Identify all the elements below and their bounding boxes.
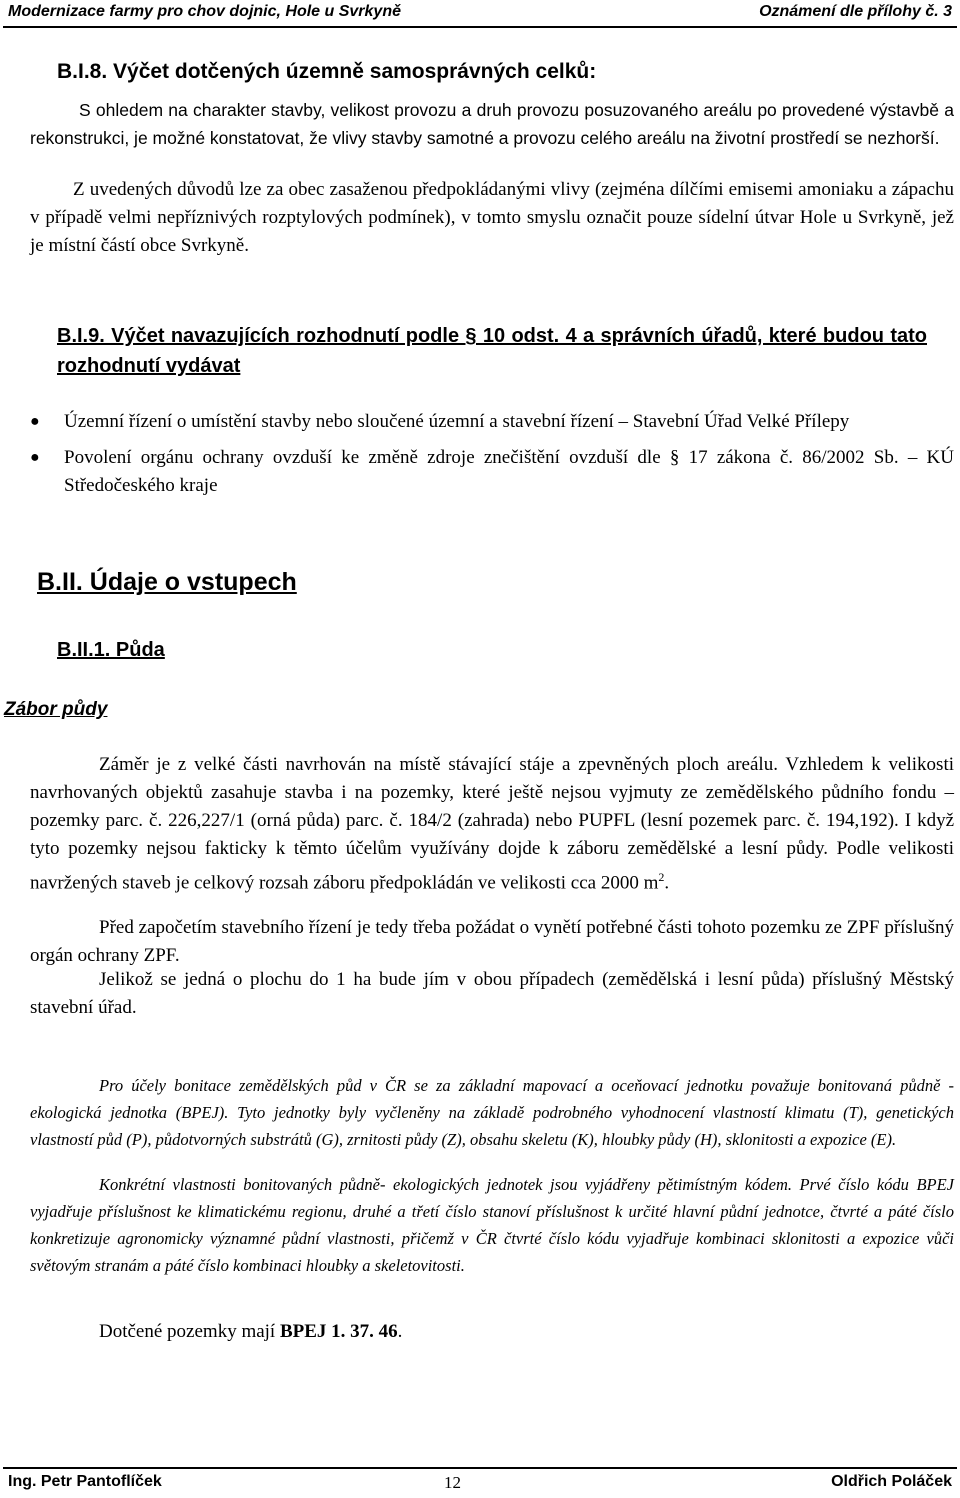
bullet-icon: ● [30, 413, 40, 430]
note-bpej-definition: Pro účely bonitace zemědělských půd v ČR se za základní mapovací a oceňovací jednotku považuje bonitovaná půdně - ekologická jednotka (BPEJ). Tyto jednotky byly vyčleněny na základě podrobného vyhodnocení vlastností klimatu (T), genetických vlastností půd (P), půdotvorných substrátů (G), zrnitosti půdy (Z), obsahu skeletu (K), hloubky půdy (H), sklonitosti a expozice (E). [30, 1076, 954, 1149]
list-item [30, 444, 954, 500]
header-annex-reference: Oznámení dle přílohy č. 3 [759, 3, 952, 20]
decision-list [30, 408, 954, 508]
list-item-text: Povolení orgánu ochrany ovzduší ke změně zdroje znečištění ovzduší dle § 17 zákona č. 86/2002 Sb. – KÚ Středočeského kraje [64, 447, 954, 496]
list-item-text: Územní řízení o umístění stavby nebo sloučené územní a stavební řízení – Stavební Úřad Velké Přílepy [64, 411, 850, 432]
label-land-take: Zábor půdy [4, 699, 108, 720]
footer-rule [3, 1467, 957, 1469]
page-number: 12 [444, 1473, 461, 1492]
paragraph-affected-municipality: Z uvedených důvodů lze za obec zasaženou předpokládanými vlivy (zejména dílčími emisemi amoniaku a zápachu v případě velmi nepříznivých rozptylových podmínek), v tomto smyslu označit pouze sídelní útvar Hole u Svrkyně, jež je místní částí obce Svrkyně. [30, 179, 954, 256]
bpej-value: BPEJ 1. 37. 46 [279, 1321, 398, 1342]
list-item [30, 408, 954, 436]
section-heading-b-i-9-text: B.I.9. Výčet navazujících rozhodnutí podle § 10 odst. 4 a správních úřadů, které budou tato rozhodnutí vydávat [57, 325, 927, 377]
paragraph-land-take [30, 751, 954, 897]
header-rule [3, 26, 957, 28]
note-bpej-code: Konkrétní vlastnosti bonitovaných půdně- ekologických jednotek jsou vyjádřeny pětimístným kódem. Prvé číslo kódu BPEJ vyjadřuje příslušnost ke klimatickému regionu, druhé a třetí číslo stanoví příslušnost k určité hlavní půdní jednotce, čtvrté a páté číslo konkretizuje agronomicky významné půdní vlastnosti, přičemž v ČR čtvrté číslo kódu vyjadřuje kombinaci sklonitosti a expozice vůči světovým stranám a páté číslo kombinaci hloubky a skeletovitosti. [30, 1175, 954, 1275]
paragraph-permit-request: Před započetím stavebního řízení je tedy třeba požádat o vynětí potřebné části tohoto pozemku ze ZPF příslušný orgán ochrany ZPF. [30, 917, 954, 966]
bpej-line [99, 1318, 402, 1346]
page-header [8, 3, 952, 25]
paragraph-land-take-end: . [664, 872, 670, 894]
footer-author: Ing. Petr Pantoflíček [8, 1473, 162, 1490]
header-document-title: Modernizace farmy pro chov dojnic, Hole u Svrkyně [8, 3, 401, 20]
section-heading-b-ii: B.II. Údaje o vstupech [37, 568, 297, 596]
footer-contact: Oldřich Poláček [831, 1473, 952, 1490]
paragraph-land-take-text: Záměr je z velké části navrhován na místě stávající stáje a zpevněných ploch areálu. Vzhledem k velikosti navrhovaných objektů zasahuje stavba i na pozemky, které ještě nejsou vyjmuty ze zemědělského půdního fondu – pozemky parc. č. 226,227/1 (orná půda) parc. č. 184/2 (zahrada) nebo PUPFL (lesní pozemek parc. č. 194,192). I když tyto pozemky nejsou fakticky k těmto účelům využívány dojde k záboru zemědělské a lesní půdy. Podle velikosti navržených staveb je celkový rozsah záboru předpokládán ve velikosti cca 2000 m [30, 754, 954, 894]
paragraph-impact-statement: S ohledem na charakter stavby, velikost provozu a druh provozu posuzovaného areálu po provedené výstavbě a rekonstrukci, je možné konstatovat, že vlivy stavby samotné a provozu celého areálu na životní prostředí se nezhorší. [30, 100, 954, 148]
bullet-icon: ● [30, 449, 40, 466]
bpej-end: . [397, 1321, 403, 1342]
section-heading-b-i-9 [57, 321, 927, 381]
bpej-label: Dotčené pozemky mají [99, 1321, 276, 1342]
superscript-square: 2 [658, 870, 665, 884]
section-heading-b-i-8: B.I.8. Výčet dotčených územně samosprávných celků: [57, 60, 597, 83]
subsection-heading-b-ii-1: B.II.1. Půda [57, 639, 165, 661]
paragraph-competent-office: Jelikož se jedná o plochu do 1 ha bude jím v obou případech (zemědělská i lesní půda) příslušný Městský stavební úřad. [30, 969, 954, 1018]
page-footer [8, 1473, 952, 1495]
